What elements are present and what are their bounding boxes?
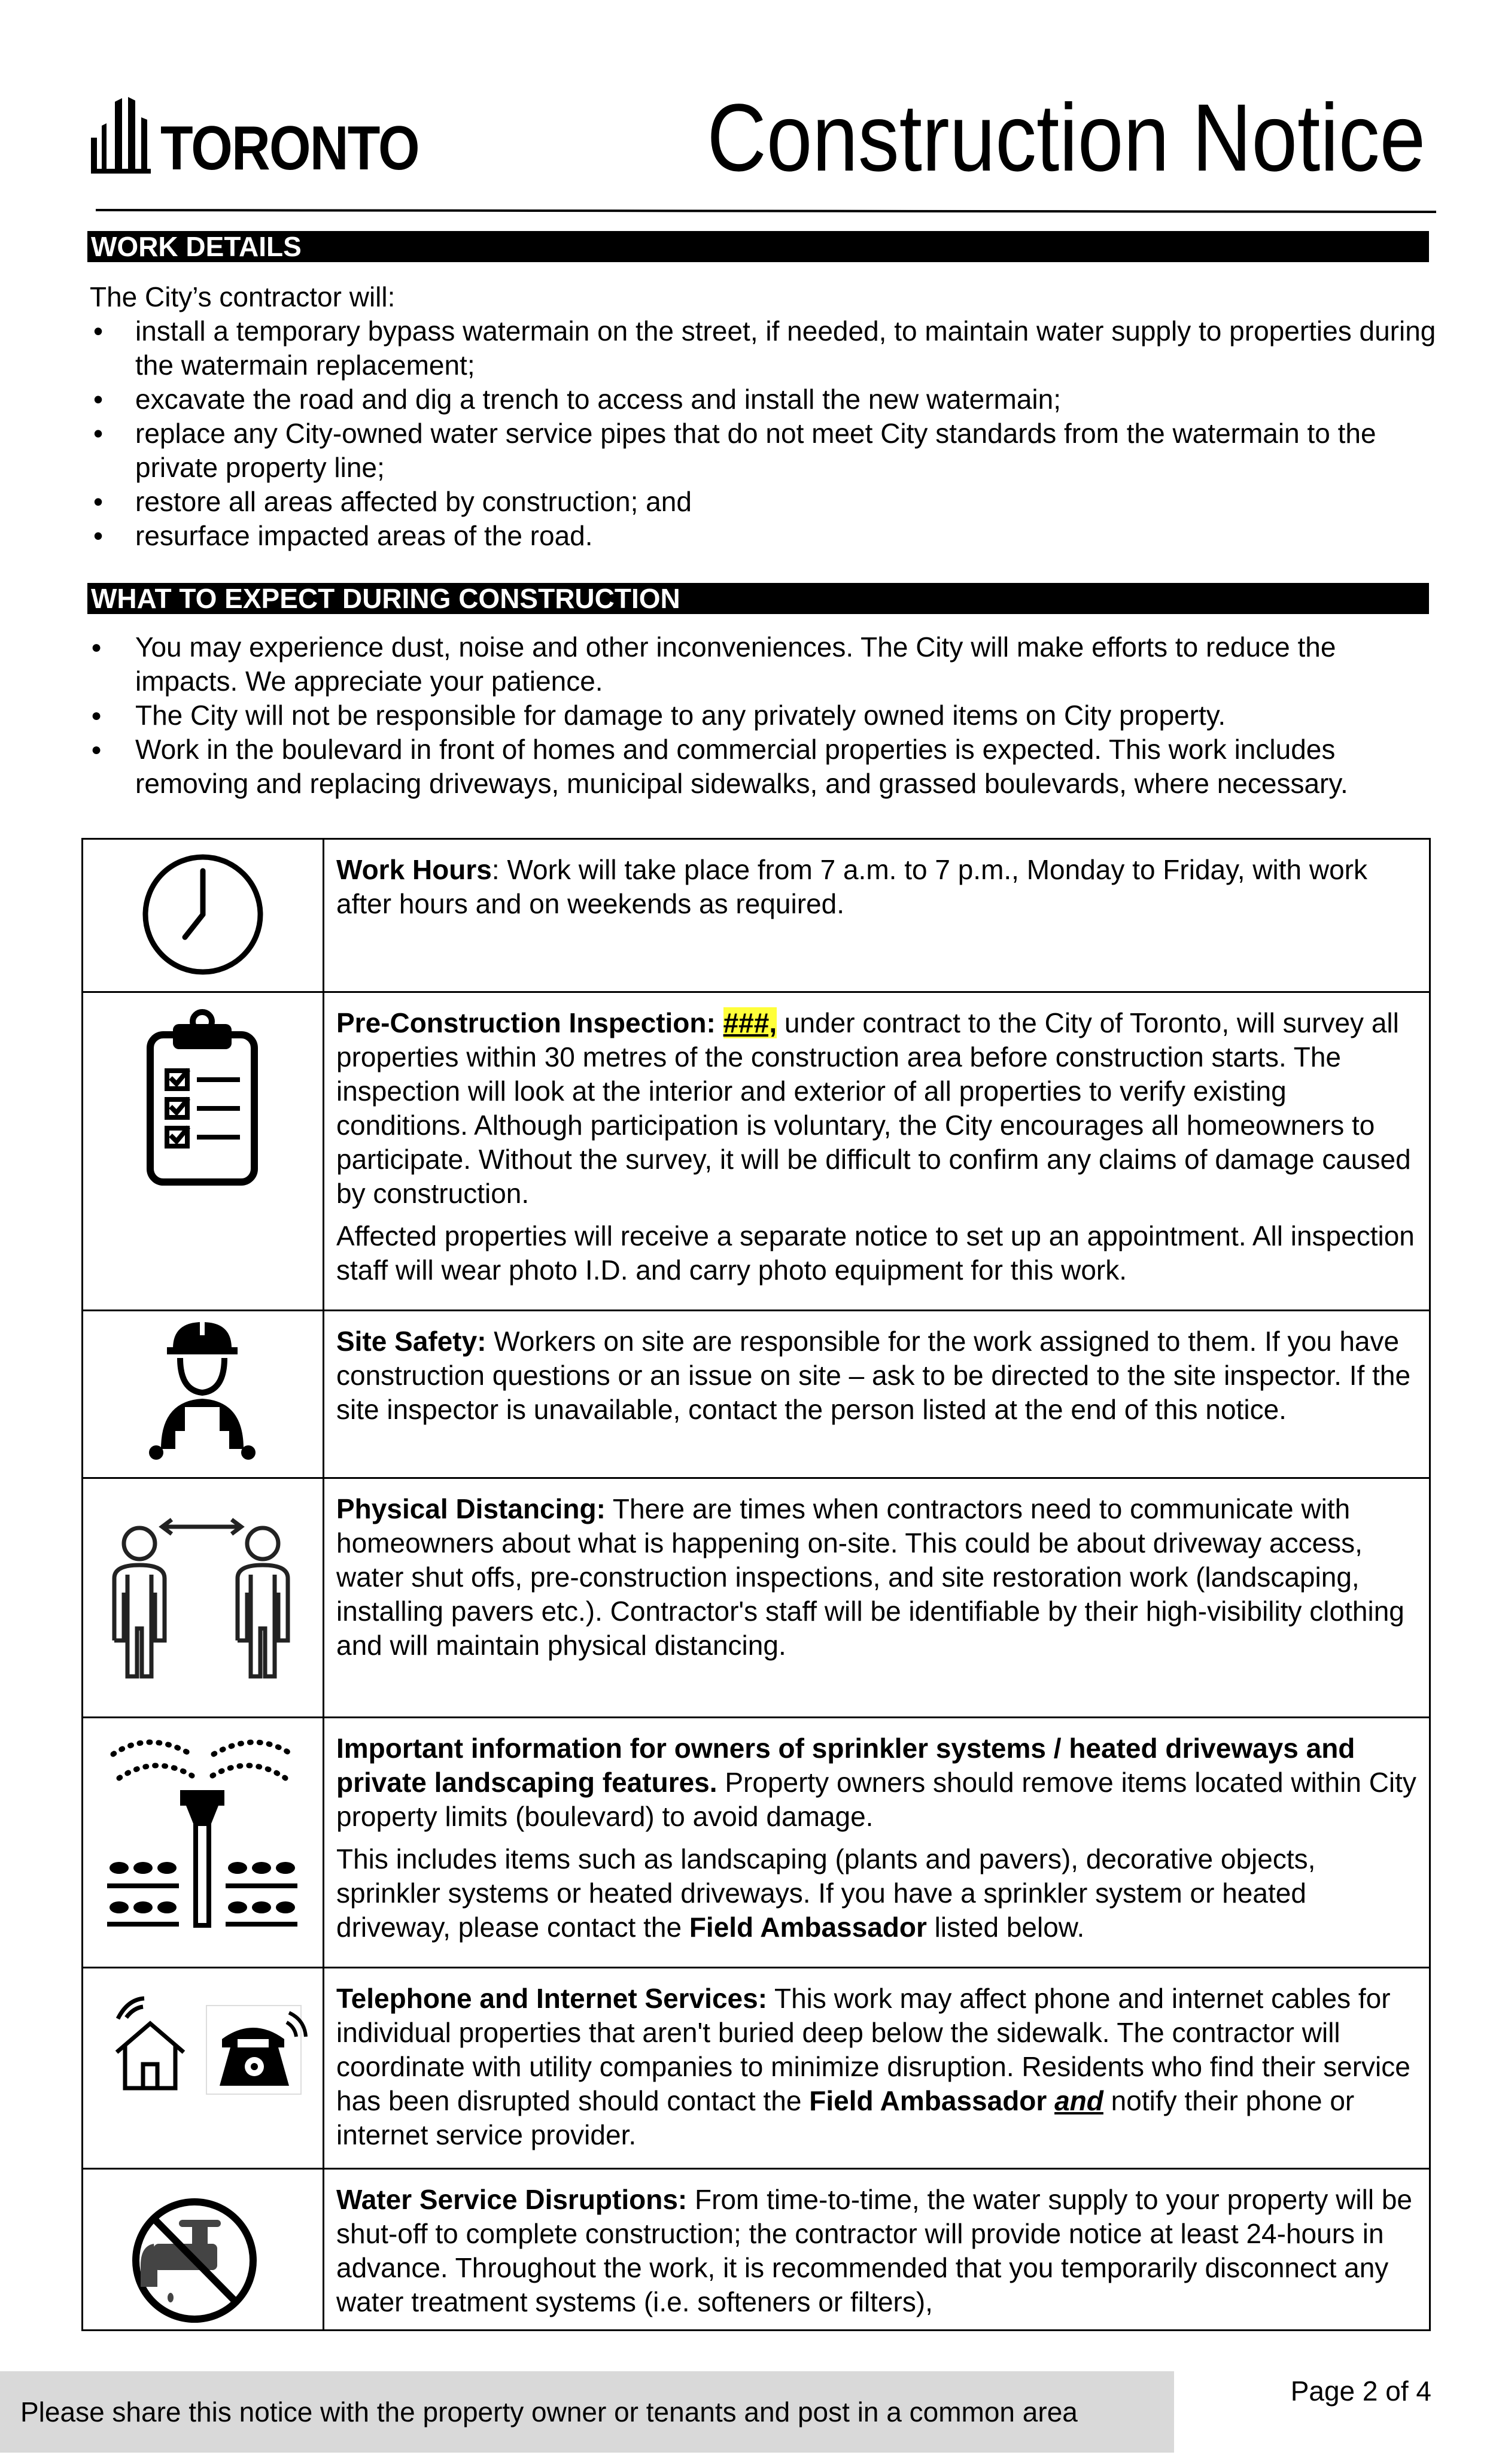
info-table xyxy=(81,838,1431,2331)
bullet-mark: • xyxy=(93,418,104,449)
inspection-title: Pre-Construction Inspection: xyxy=(336,1007,723,1038)
table-row xyxy=(83,992,1430,1311)
icon-cell xyxy=(83,1311,324,1478)
clock-icon xyxy=(83,840,321,993)
work-hours-cell: Work Hours: Work will take place from 7 a.m. to 7 p.m., Monday to Friday, with work after hours and on weekends as required. xyxy=(324,839,1430,992)
table-row xyxy=(83,1311,1430,1478)
logo-wordmark: TORONTO xyxy=(160,114,419,183)
list-item: ● The City will not be responsible for damage to any privately owned items on City property. xyxy=(90,698,1430,733)
construction-worker-icon xyxy=(83,1311,321,1479)
table-row xyxy=(83,1478,1430,1718)
telephone-cell: Telephone and Internet Services: This work may affect phone and internet cables for individual properties that aren't buried deep below the sidewalk. The contractor will coordinate with utility companies to minimize disruption. Residents who find their service has been disrupted should contact the Field Ambassador and notify their phone or internet service provider. xyxy=(324,1968,1430,2169)
water-disruption-cell: Water Service Disruptions: From time-to-time, the water supply to your property will be shut-off to complete construction; the contractor will provide notice at least 24-hours in advance. Throughout the work, it is recommended that you temporarily disconnect any water treatment systems (i.e. softeners or filters), xyxy=(324,2169,1430,2331)
list-item: • install a temporary bypass watermain on the street, if needed, to maintain water supply to properties during the watermain replacement; xyxy=(93,315,1436,381)
icon-cell xyxy=(83,992,324,1311)
icon-cell xyxy=(83,1968,324,2169)
work-details-section xyxy=(90,280,1436,553)
expect-section xyxy=(90,630,1430,801)
icon-cell xyxy=(83,2169,324,2331)
physical-distancing-title: Physical Distancing: xyxy=(336,1493,606,1524)
physical-distancing-icon xyxy=(83,1479,321,1718)
title-divider xyxy=(96,208,1436,213)
list-item: • resurface impacted areas of the road. xyxy=(90,519,1436,553)
clipboard-checklist-icon xyxy=(83,993,321,1311)
inspection-cell: Pre-Construction Inspection: ###, under contract to the City of Toronto, will survey all properties within 30 metres of the construction area before construction starts. The inspection will look at the interior and exterior of all properties to verify existing conditions. Although participation is voluntary, the City encourages all homeowners to participate. Without the survey, it will be difficult to confirm any claims of damage caused by construction. Affected properties will receive a separate notice to set up an appointment. All inspection staff will wear photo I.D. and carry photo equipment for this work. xyxy=(324,992,1430,1311)
field-ambassador-ref: Field Ambassador xyxy=(689,1912,927,1943)
sprinkler-title: Important information for owners of sprinkler systems / heated driveways and private landscaping features. xyxy=(336,1733,1355,1798)
page-title: Construction Notice xyxy=(707,84,1425,191)
icon-cell xyxy=(83,1718,324,1968)
inspection-appointment-text: Affected properties will receive a separate notice to set up an appointment. All inspection staff will wear photo I.D. and carry photo equipment for this work. xyxy=(336,1220,1415,1286)
bullet-mark: ● xyxy=(91,740,102,759)
site-safety-cell: Site Safety: Workers on site are responsible for the work assigned to them. If you have construction questions or an issue on site – ask to be directed to the site inspector. If the site inspector is unavailable, contact the person listed at the end of this notice. xyxy=(324,1311,1430,1478)
sprinkler-garden-icon xyxy=(83,1718,321,1968)
house-wifi-telephone-icon xyxy=(83,1968,321,2170)
water-disruption-title: Water Service Disruptions: xyxy=(336,2184,688,2215)
work-details-intro: The City’s contractor will: xyxy=(90,281,396,312)
list-item: • excavate the road and dig a trench to access and install the new watermain; xyxy=(90,382,1436,417)
page-number: Page 2 of 4 xyxy=(1290,2375,1431,2407)
icon-cell xyxy=(83,839,324,992)
and-emphasis: and xyxy=(1054,2085,1103,2116)
list-item: ● Work in the boulevard in front of homes and commercial properties is expected. This work includes removing and replacing driveways, municipal sidewalks, and grassed boulevards, where necessary. xyxy=(91,734,1348,799)
sprinkler-cell: Important information for owners of sprinkler systems / heated driveways and private landscaping features. Property owners should remove items located within City property limits (boulevard) to avoid damage. This includes items such as landscaping (plants and pavers), decorative objects, sprinkler systems or heated driveways. If you have a sprinkler system or heated driveway, please contact the Field Ambassador listed below. xyxy=(324,1718,1430,1968)
bullet-mark: • xyxy=(93,520,104,551)
field-ambassador-ref: Field Ambassador xyxy=(809,2085,1047,2116)
list-item: ● You may experience dust, noise and other inconveniences. The City will make efforts to reduce the impacts. We appreciate your patience. xyxy=(91,631,1336,697)
contractor-placeholder: ###, xyxy=(723,1007,777,1038)
bullet-mark: • xyxy=(93,315,104,347)
telephone-title: Telephone and Internet Services: xyxy=(336,1983,768,2014)
bullet-mark: ● xyxy=(91,637,102,657)
expect-heading: WHAT TO EXPECT DURING CONSTRUCTION xyxy=(87,583,1429,614)
bullet-mark: • xyxy=(93,384,104,415)
table-row xyxy=(83,1718,1430,1968)
work-details-list xyxy=(90,314,1436,553)
work-hours-title: Work Hours xyxy=(336,854,492,885)
expect-list xyxy=(90,630,1430,801)
work-details-heading: WORK DETAILS xyxy=(87,231,1429,262)
footer-note: Please share this notice with the property owner or tenants and post in a common area xyxy=(0,2371,1174,2453)
bullet-mark: ● xyxy=(91,706,102,725)
table-row xyxy=(83,1968,1430,2169)
icon-cell xyxy=(83,1478,324,1718)
bullet-mark: • xyxy=(93,486,104,517)
city-hall-logo-icon xyxy=(89,90,160,186)
list-item: • replace any City-owned water service pipes that do not meet City standards from the watermain to the private property line; xyxy=(93,418,1376,483)
table-row xyxy=(83,2169,1430,2331)
physical-distancing-cell: Physical Distancing: There are times when contractors need to communicate with homeowners about what is happening on-site. This could be about driveway access, water shut offs, pre-construction inspections, and site restoration work (landscaping, installing pavers etc.). Contractor's staff will be identifiable by their high-visibility clothing and will maintain physical distancing. xyxy=(324,1478,1430,1718)
table-row xyxy=(83,839,1430,992)
no-water-tap-icon xyxy=(83,2170,321,2331)
list-item: • restore all areas affected by construction; and xyxy=(90,485,1436,519)
toronto-logo xyxy=(89,90,419,186)
site-safety-title: Site Safety: xyxy=(336,1326,486,1357)
